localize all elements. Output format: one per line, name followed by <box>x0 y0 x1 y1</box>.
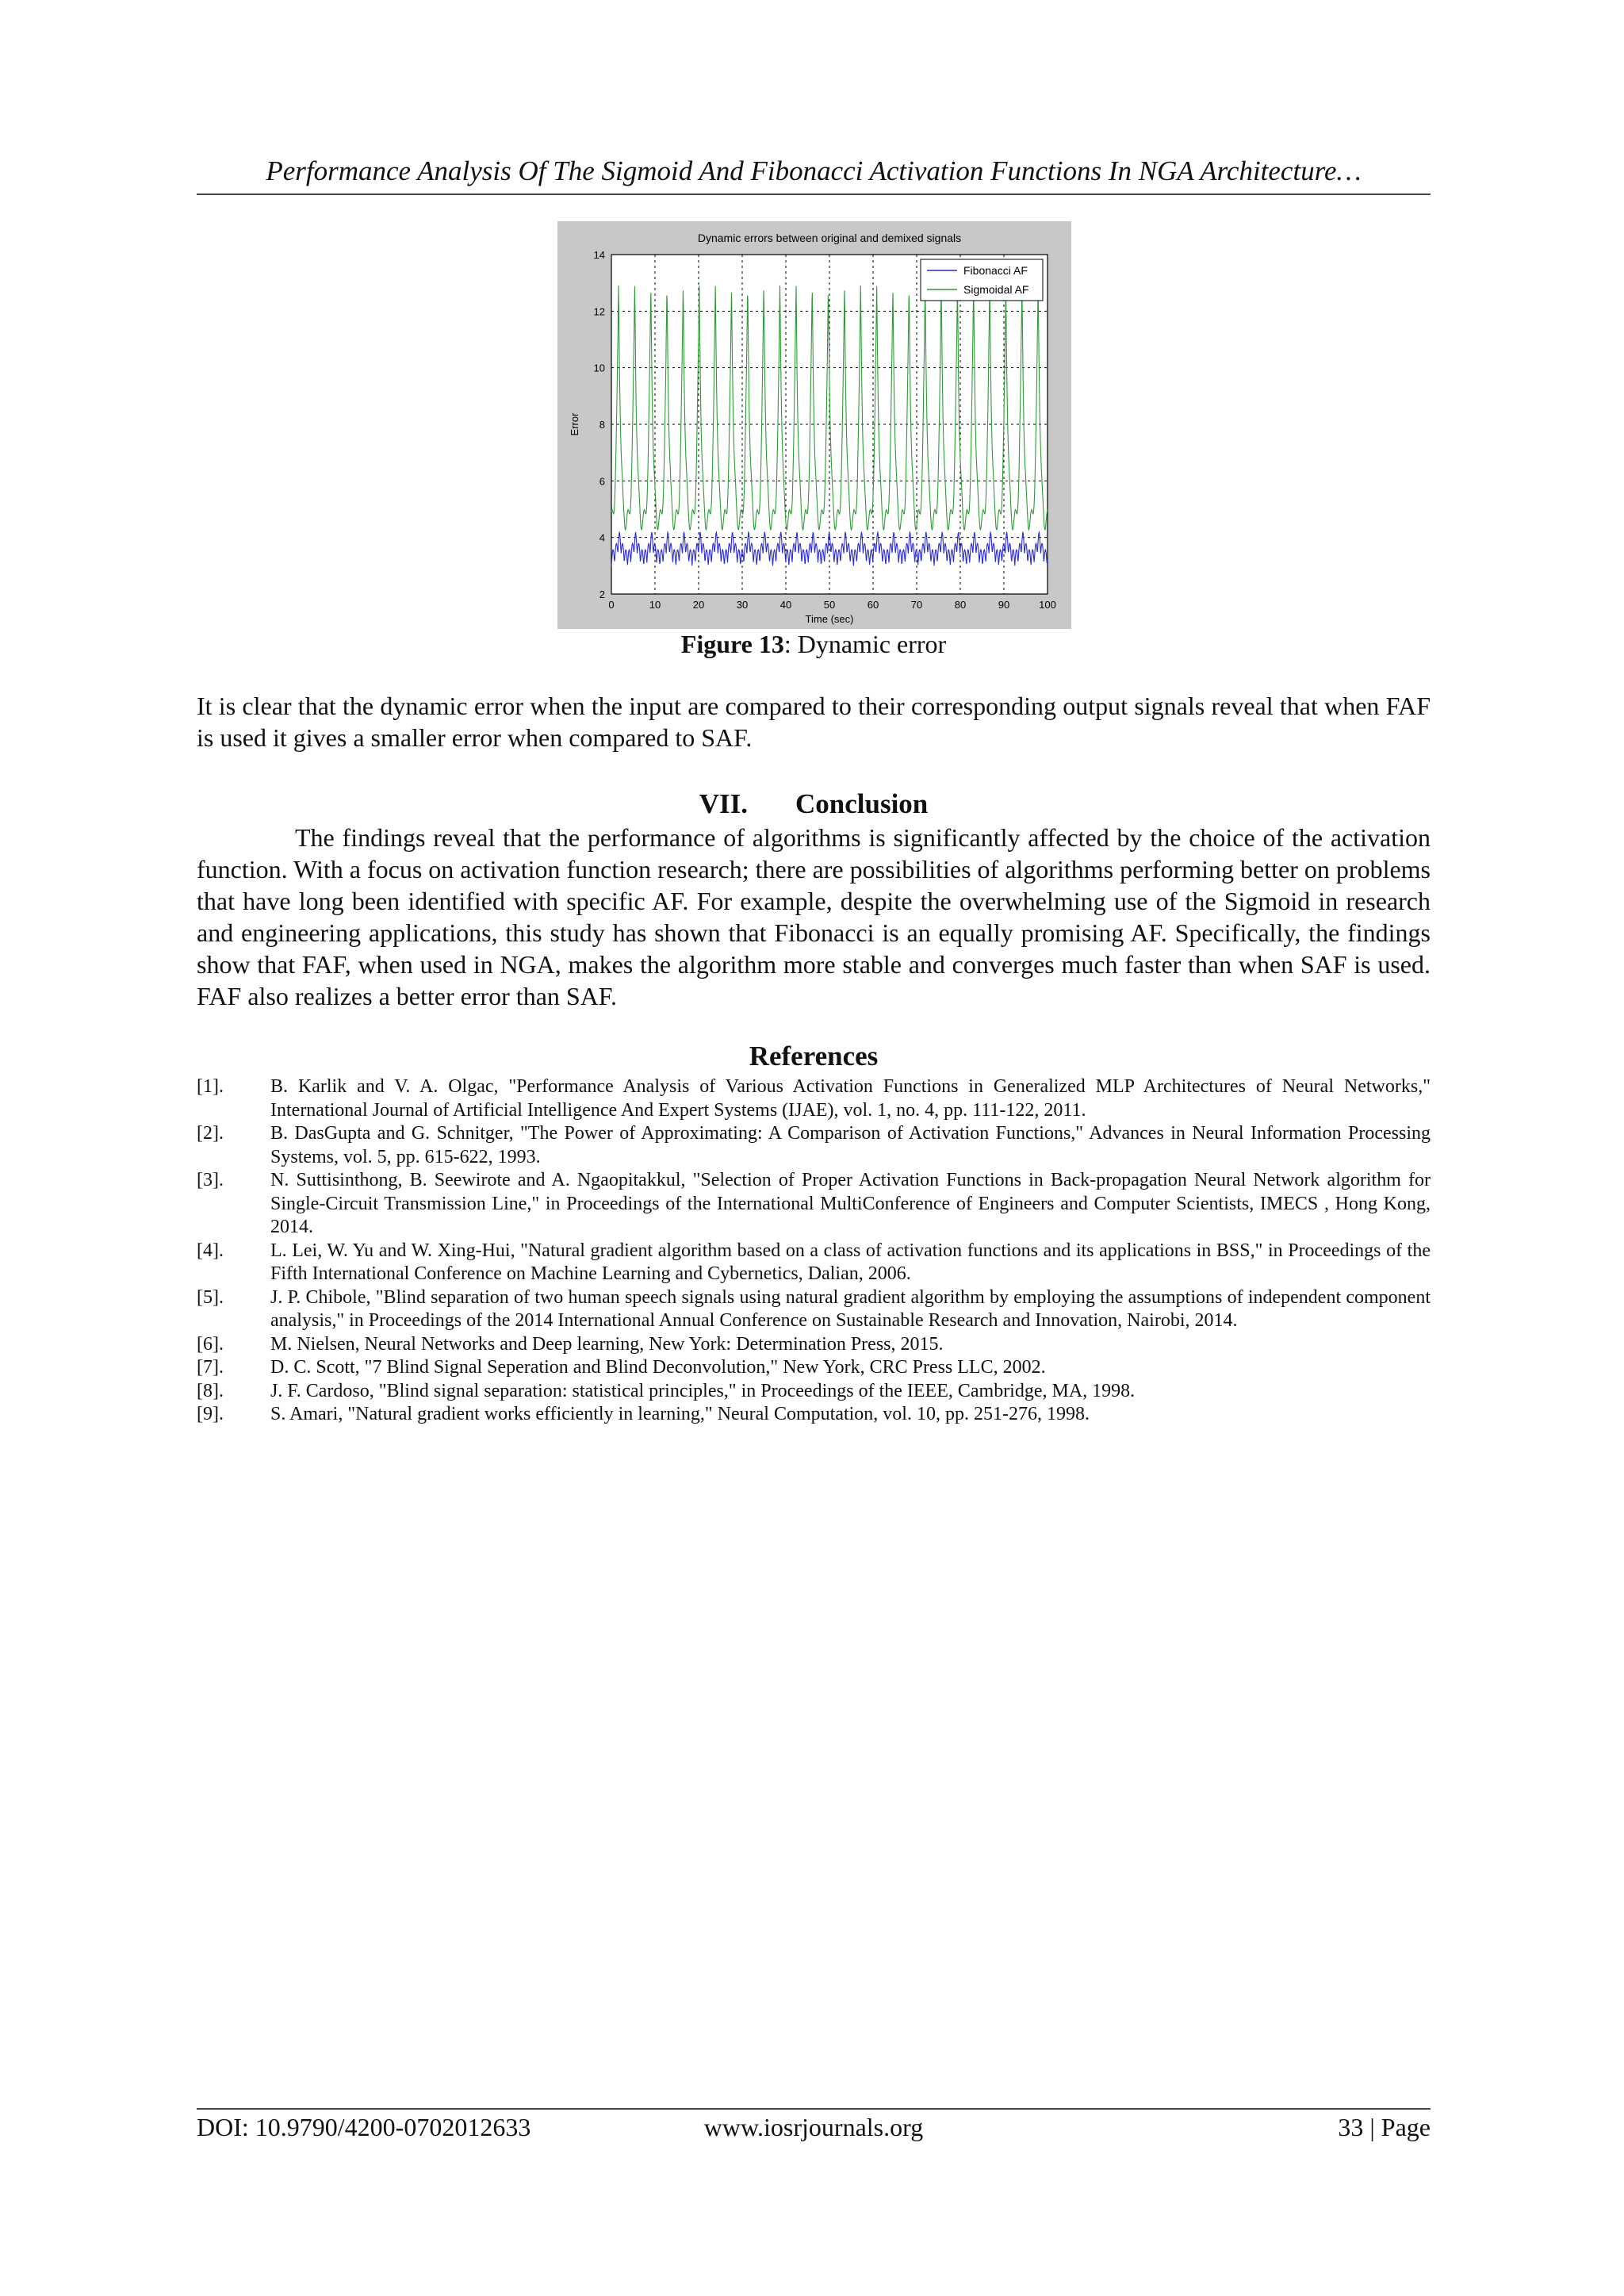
section-number: VII. <box>699 788 748 819</box>
dynamic-error-chart <box>557 221 1071 629</box>
reference-number: [5]. <box>197 1286 224 1308</box>
reference-number: [8]. <box>197 1380 224 1401</box>
figure-caption <box>197 630 1431 659</box>
header-rule <box>197 194 1431 195</box>
chart-title: Dynamic errors between original and demixed signals <box>697 232 962 244</box>
x-tick-label: 0 <box>608 599 615 611</box>
figure-caption-text: : Dynamic error <box>783 630 947 658</box>
footer-rule <box>197 2108 1431 2110</box>
footer-doi: DOI: 10.9790/4200-0702012633 <box>197 2113 531 2141</box>
reference-item <box>197 1380 1431 1404</box>
x-tick-label: 10 <box>649 599 661 611</box>
reference-text: J. F. Cardoso, "Blind signal separation: statistical principles," in Proceedings of the IEEE, Cambridge, MA, 1998. <box>270 1380 1136 1401</box>
legend-label-fibonacci: Fibonacci AF <box>963 264 1028 277</box>
reference-text: N. Suttisinthong, B. Seewirote and A. Ngaopitakkul, "Selection of Proper Activation Functions in Back-propagation Neural Network algorithm for Single-Circuit Transmission Line," in Proceedings of the International MultiConference of Engineers and Computer Scientists, IMECS , Hong Kong, 2014. <box>270 1170 1431 1237</box>
reference-item <box>197 1122 1431 1169</box>
reference-text: S. Amari, "Natural gradient works efficiently in learning," Neural Computation, vol. 10, pp. 251-276, 1998. <box>270 1404 1090 1424</box>
y-tick-label: 10 <box>593 362 605 374</box>
reference-number: [1]. <box>197 1076 224 1097</box>
x-tick-label: 70 <box>910 599 923 611</box>
section-title: Conclusion <box>795 788 929 819</box>
running-header: Performance Analysis Of The Sigmoid And Fibonacci Activation Functions In NGA Architecture… <box>266 155 1362 186</box>
x-tick-label: 50 <box>823 599 836 611</box>
legend-label-sigmoidal: Sigmoidal AF <box>963 283 1029 296</box>
reference-number: [4]. <box>197 1240 224 1261</box>
reference-item <box>197 1403 1431 1427</box>
reference-number: [6]. <box>197 1333 224 1355</box>
y-tick-label: 4 <box>599 531 605 544</box>
reference-text: J. P. Chibole, "Blind separation of two human speech signals using natural gradient algorithm by employing the assumptions of independent component analysis," in Proceedings of the 2014 International Annual Conference on Sustainable Research and Innovation, Nairobi, 2014. <box>270 1286 1431 1331</box>
y-tick-label: 2 <box>599 588 605 600</box>
reference-number: [9]. <box>197 1404 224 1424</box>
y-tick-label: 12 <box>593 305 605 318</box>
footer-page-number: 33 | Page <box>1338 2113 1431 2141</box>
reference-item <box>197 1169 1431 1240</box>
x-tick-label: 90 <box>998 599 1010 611</box>
y-tick-label: 6 <box>599 475 605 488</box>
y-tick-label: 14 <box>593 249 605 261</box>
x-tick-label: 100 <box>1039 599 1056 611</box>
reference-item <box>197 1286 1431 1333</box>
x-tick-label: 60 <box>867 599 879 611</box>
y-axis-label: Error <box>569 412 580 436</box>
reference-number: [7]. <box>197 1357 224 1378</box>
section-heading-conclusion <box>197 788 1431 820</box>
legend <box>921 259 1043 301</box>
figure-caption-label: Figure 13 <box>680 630 784 658</box>
reference-text: B. DasGupta and G. Schnitger, "The Power of Approximating: A Comparison of Activation Functions," Advances in Neural Information Processing Systems, vol. 5, pp. 615-622, 1993. <box>270 1123 1431 1167</box>
reference-item <box>197 1356 1431 1380</box>
paragraph-dynamic-error: It is clear that the dynamic error when the input are compared to their corresponding output signals reveal that when FAF is used it gives a smaller error when compared to SAF. <box>197 692 1431 752</box>
x-tick-label: 20 <box>692 599 705 611</box>
paragraph-conclusion: The findings reveal that the performance of algorithms is significantly affected by the choice of the activation function. With a focus on activation function research; there are possibilities of algorithms performing better on problems that have long been identified with specific AF. For example, despite the overwhelming use of the Sigmoid in research and engineering applications, this study has shown that Fibonacci is an equally promising AF. Specifically, the findings show that FAF, when used in NGA, makes the algorithm more stable and converges much faster than when SAF is used. FAF also realizes a better error than SAF. <box>197 823 1431 1010</box>
reference-item <box>197 1333 1431 1357</box>
reference-item <box>197 1240 1431 1286</box>
x-tick-label: 40 <box>779 599 792 611</box>
references-heading: References <box>749 1041 879 1071</box>
x-tick-label: 80 <box>954 599 967 611</box>
reference-text: D. C. Scott, "7 Blind Signal Seperation and Blind Deconvolution," New York, CRC Press LLC, 2002. <box>270 1357 1046 1378</box>
reference-text: B. Karlik and V. A. Olgac, "Performance Analysis of Various Activation Functions in Generalized MLP Architectures of Neural Networks," International Journal of Artificial Intelligence And Expert Systems (IJAE), vol. 1, no. 4, pp. 111-122, 2011. <box>270 1076 1431 1121</box>
x-tick-label: 30 <box>736 599 749 611</box>
figure-13 <box>557 221 1071 629</box>
reference-item <box>197 1075 1431 1122</box>
reference-text: M. Nielsen, Neural Networks and Deep learning, New York: Determination Press, 2015. <box>270 1333 944 1355</box>
reference-number: [3]. <box>197 1170 224 1190</box>
reference-text: L. Lei, W. Yu and W. Xing-Hui, "Natural gradient algorithm based on a class of activation functions and its applications in BSS," in Proceedings of the Fifth International Conference on Machine Learning and Cybernetics, Dalian, 2006. <box>270 1240 1431 1284</box>
reference-number: [2]. <box>197 1123 224 1144</box>
y-tick-label: 8 <box>599 419 605 431</box>
footer-site: www.iosrjournals.org <box>703 2113 924 2141</box>
references-list <box>197 1075 1431 1427</box>
x-axis-label: Time (sec) <box>805 613 854 625</box>
